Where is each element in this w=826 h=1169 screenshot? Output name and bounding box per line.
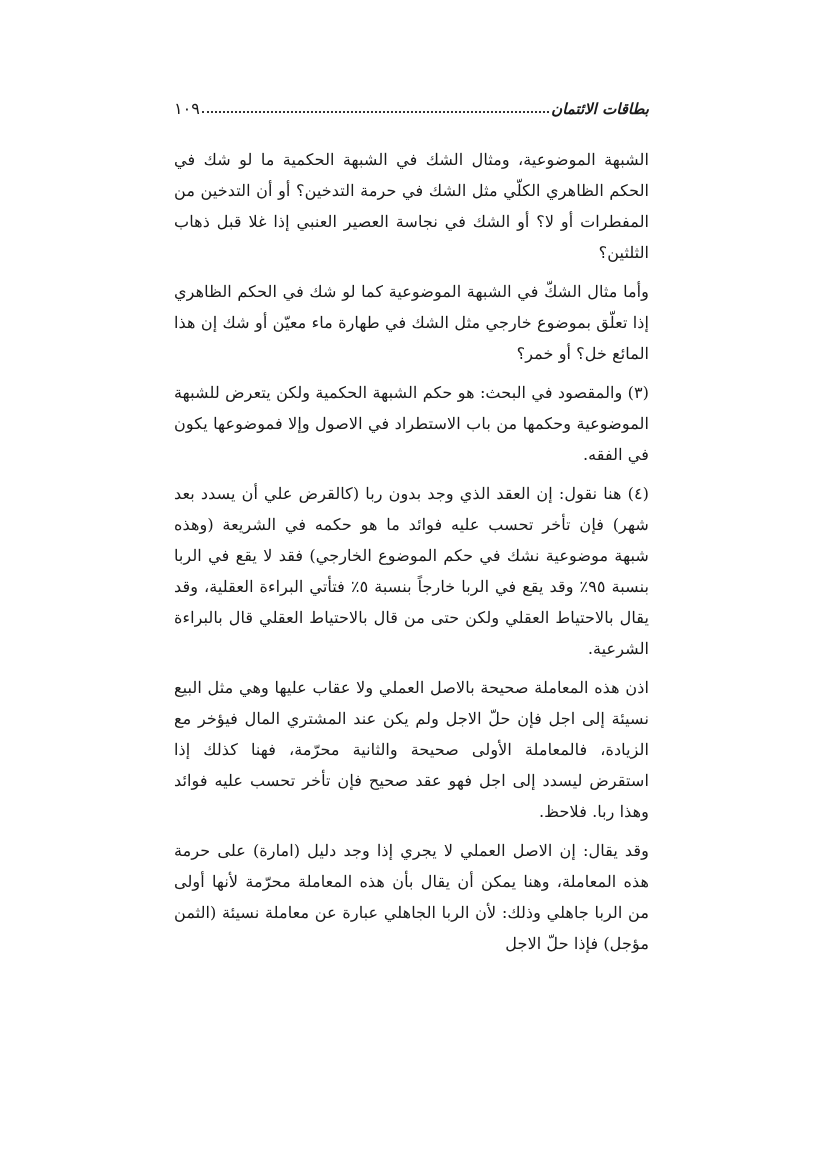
- book-page: [174, 92, 649, 967]
- paragraph-1: الشبهة الموضوعية، ومثال الشك في الشبهة الحكمية ما لو شك في الحكم الظاهري الكلّي مثل الشك في حرمة التدخين؟ أو أن التدخين من المفطرات أو لا؟ أو الشك في نجاسة العصير العنبي إذا غلا قبل ذهاب الثلثين؟: [174, 150, 649, 262]
- paragraph-3: (٣) والمقصود في البحث: هو حكم الشبهة الحكمية ولكن يتعرض للشبهة الموضوعية وحكمها من باب الاستطراد في الاصول وإلا فموضوعها يكون في الفقه.: [174, 383, 649, 464]
- paragraph-6: وقد يقال: إن الاصل العملي لا يجري إذا وجد دليل (امارة) على حرمة هذه المعاملة، وهنا يمكن أن يقال بأن هذه المعاملة محرّمة لأنها أولى من الربا جاهلي وذلك: لأن الربا الجاهلي عبارة عن معاملة نسيئة (الثمن مؤجل) فإذا حلّ الاجل: [174, 841, 649, 953]
- running-header: [174, 92, 649, 118]
- paragraph-4: (٤) هنا نقول: إن العقد الذي وجد بدون ربا (كالقرض علي أن يسدد بعد شهر) فإن تأخر تحسب عليه فوائد ما هو حكمه في الشريعة (وهذه شبهة موضوعية نشك في حكم الموضوع الخارجي) فقد لا يقع في الربا بنسبة ٩٥٪ وقد يقع في الربا خارجاً بنسبة ٥٪ فتأتي البراءة العقلية، وقد يقال بالاحتياط العقلي ولكن حتى من قال بالاحتياط العقلي قال بالبراءة الشرعية.: [174, 484, 649, 658]
- header-title: بطاقات الائتمان: [551, 100, 649, 118]
- header-dotted-leader: [202, 110, 549, 113]
- body-text: [174, 144, 649, 959]
- paragraph-2: وأما مثال الشكّ في الشبهة الموضوعية كما لو شك في الحكم الظاهري إذا تعلّق بموضوع خارجي مثل الشك في طهارة ماء معيّن أو شك إن هذا المائع خل؟ أو خمر؟: [174, 282, 649, 363]
- paragraph-5: اذن هذه المعاملة صحيحة بالاصل العملي ولا عقاب عليها وهي مثل البيع نسيئة إلى اجل فإن حلّ الاجل ولم يكن عند المشتري المال فيؤخر مع الزيادة، فالمعاملة الأولى صحيحة والثانية محرّمة، فهنا كذلك إذا استقرض ليسدد إلى اجل فهو عقد صحيح فإن تأخر تحسب عليه فوائد وهذا ربا. فلاحظ.: [174, 678, 649, 821]
- page-number: ١٠٩: [174, 99, 200, 118]
